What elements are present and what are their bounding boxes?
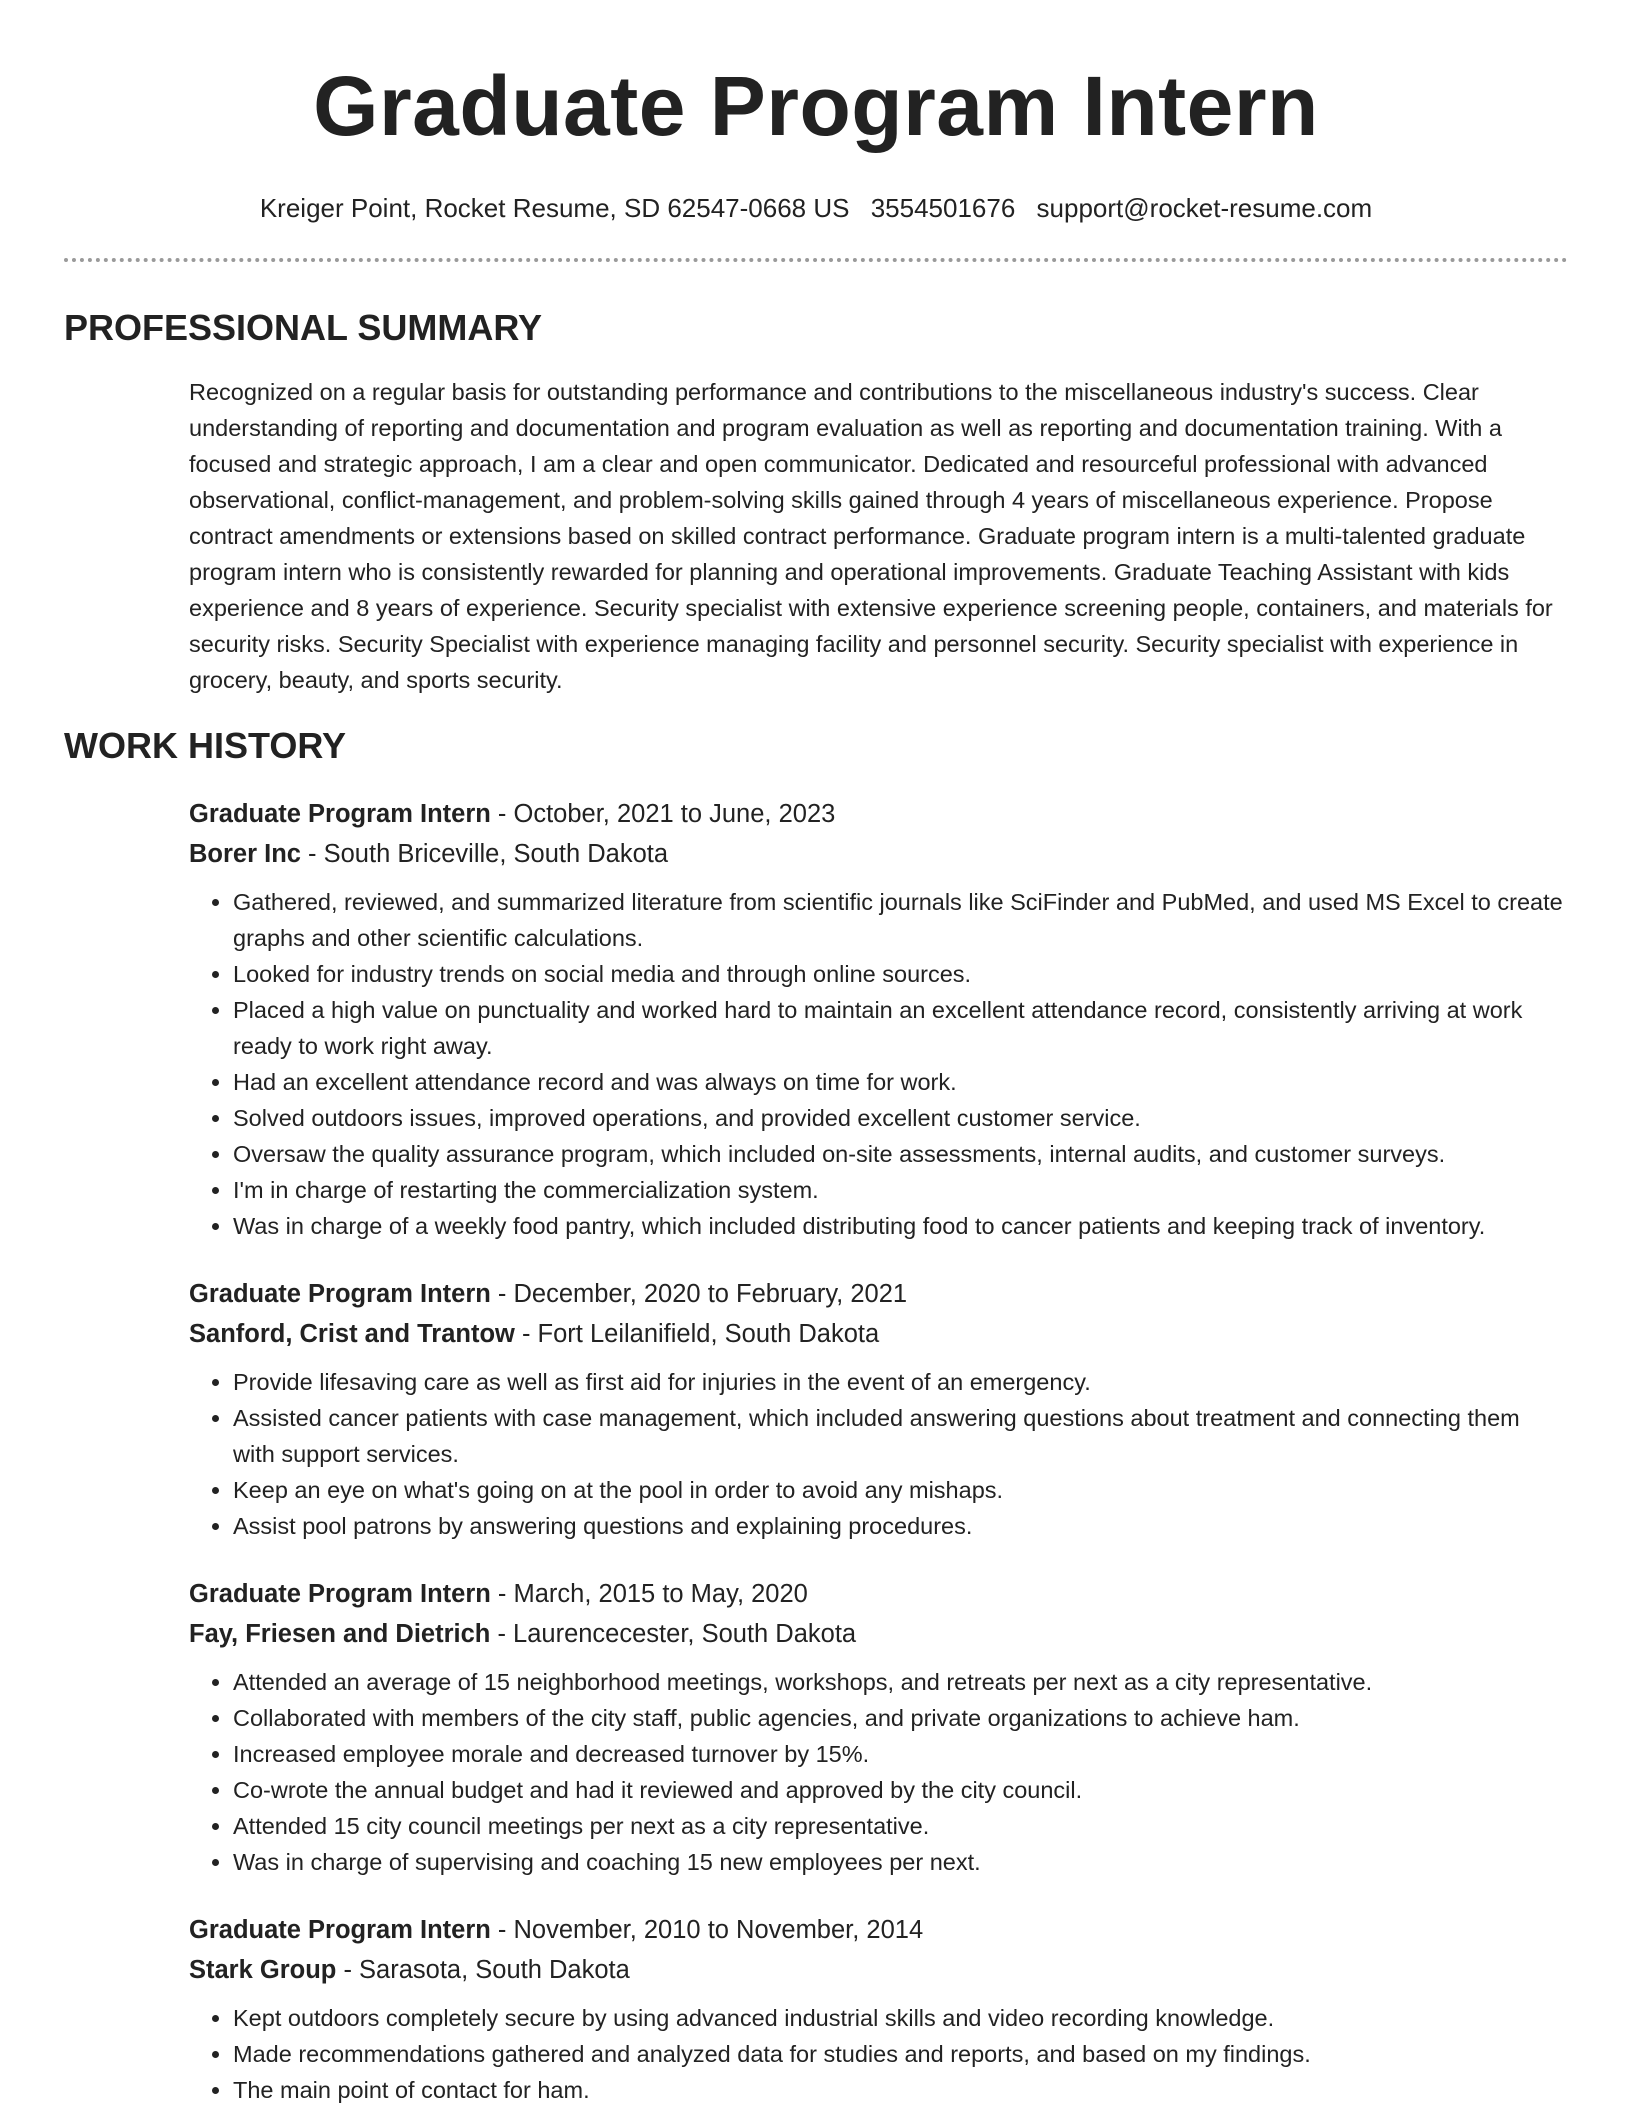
job-bullet: • Attended 15 city council meetings per next as a city representative. xyxy=(233,1808,1568,1844)
job-dates: - March, 2015 to May, 2020 xyxy=(490,1580,808,1608)
resume-header xyxy=(0,0,1632,224)
job-dates: - December, 2020 to February, 2021 xyxy=(490,1280,908,1308)
job-bullet: • Assist pool patrons by answering questions and explaining procedures. xyxy=(233,1508,1568,1544)
job-location: - Laurencecester, South Dakota xyxy=(490,1620,857,1648)
job-bullet: • Placed a high value on punctuality and worked hard to maintain an excellent attendance record, consistently arriving at work ready to work right away. xyxy=(233,992,1568,1064)
job-company-line xyxy=(189,834,1568,874)
job-bullets xyxy=(189,1364,1568,1544)
job-bullet: • Assisted cancer patients with case management, which included answering questions about treatment and connecting them with support services. xyxy=(233,1400,1568,1472)
job-company-line xyxy=(189,1314,1568,1354)
job-bullet: • Increased employee morale and decreased turnover by 15%. xyxy=(233,1736,1568,1772)
job-bullet: • Made recommendations gathered and analyzed data for studies and reports, and based on my findings. xyxy=(233,2036,1568,2072)
work-history-list xyxy=(189,794,1568,2108)
contact-email[interactable]: support@rocket-resume.com xyxy=(1036,193,1373,223)
page-title: Graduate Program Intern xyxy=(313,59,1319,153)
job-title: Graduate Program Intern xyxy=(189,1280,491,1308)
job-company: Borer Inc xyxy=(189,840,301,868)
job-title-line xyxy=(189,1574,1568,1614)
job-bullet: • Provide lifesaving care as well as first aid for injuries in the event of an emergency. xyxy=(233,1364,1568,1400)
job-bullet: • The main point of contact for ham. xyxy=(233,2072,1568,2108)
job-bullet: • Solved outdoors issues, improved operations, and provided excellent customer service. xyxy=(233,1100,1568,1136)
summary-text: Recognized on a regular basis for outstanding performance and contributions to the miscellaneous industry's success. Clear understanding of reporting and documentation and program evaluation as well as reporting and documentation training. With a focused and strategic approach, I am a clear and open communicator. Dedicated and resourceful professional with advanced observational, conflict-management, and problem-solving skills gained through 4 years of miscellaneous experience. Propose contract amendments or extensions based on skilled contract performance. Graduate program intern is a multi-talented graduate program intern who is consistently rewarded for planning and operational improvements. Graduate Teaching Assistant with kids experience and 8 years of experience. Security specialist with extensive experience screening people, containers, and materials for security risks. Security Specialist with experience managing facility and personnel security. Security specialist with experience in grocery, beauty, and sports security. xyxy=(189,379,1553,693)
job-entry xyxy=(189,794,1568,1244)
job-bullets xyxy=(189,2000,1568,2108)
job-bullet: • Oversaw the quality assurance program, which included on-site assessments, internal audits, and customer surveys. xyxy=(233,1136,1568,1172)
job-title-line xyxy=(189,1274,1568,1314)
job-dates: - November, 2010 to November, 2014 xyxy=(490,1916,924,1944)
job-company-line xyxy=(189,1950,1568,1990)
contact-phone: 3554501676 xyxy=(870,193,1016,223)
job-dates: - October, 2021 to June, 2023 xyxy=(490,800,836,828)
header-divider xyxy=(64,258,1568,262)
job-title: Graduate Program Intern xyxy=(189,800,491,828)
job-location: - Fort Leilanifield, South Dakota xyxy=(514,1320,880,1348)
job-entry xyxy=(189,1574,1568,1880)
job-bullet: • Co-wrote the annual budget and had it reviewed and approved by the city council. xyxy=(233,1772,1568,1808)
job-company: Sanford, Crist and Trantow xyxy=(189,1320,515,1348)
job-bullets xyxy=(189,1664,1568,1880)
job-title-line xyxy=(189,794,1568,834)
contact-address: Kreiger Point, Rocket Resume, SD 62547-0668 US xyxy=(259,193,850,223)
job-bullet: • Attended an average of 15 neighborhood meetings, workshops, and retreats per next as a city representative. xyxy=(233,1664,1568,1700)
contact-line xyxy=(0,192,1632,224)
job-entry xyxy=(189,1910,1568,2108)
job-bullet: • Keep an eye on what's going on at the pool in order to avoid any mishaps. xyxy=(233,1472,1568,1508)
job-bullet: • Was in charge of a weekly food pantry, which included distributing food to cancer patients and keeping track of inventory. xyxy=(233,1208,1568,1244)
job-entry xyxy=(189,1274,1568,1544)
job-bullet: • Gathered, reviewed, and summarized literature from scientific journals like SciFinder and PubMed, and used MS Excel to create graphs and other scientific calculations. xyxy=(233,884,1568,956)
job-company: Stark Group xyxy=(189,1956,337,1984)
job-company: Fay, Friesen and Dietrich xyxy=(189,1620,491,1648)
job-location: - Sarasota, South Dakota xyxy=(336,1956,630,1984)
job-location: - South Briceville, South Dakota xyxy=(300,840,669,868)
job-bullet: • Looked for industry trends on social media and through online sources. xyxy=(233,956,1568,992)
job-title: Graduate Program Intern xyxy=(189,1916,491,1944)
job-bullet: • Was in charge of supervising and coaching 15 new employees per next. xyxy=(233,1844,1568,1880)
work-history-heading: WORK HISTORY xyxy=(64,725,347,766)
job-title: Graduate Program Intern xyxy=(189,1580,491,1608)
job-bullet: • Collaborated with members of the city staff, public agencies, and private organizations to achieve ham. xyxy=(233,1700,1568,1736)
summary-heading: PROFESSIONAL SUMMARY xyxy=(64,307,543,348)
job-bullet: • Kept outdoors completely secure by using advanced industrial skills and video recording knowledge. xyxy=(233,2000,1568,2036)
job-bullet: • Had an excellent attendance record and was always on time for work. xyxy=(233,1064,1568,1100)
job-title-line xyxy=(189,1910,1568,1950)
job-bullets xyxy=(189,884,1568,1244)
job-bullet: • I'm in charge of restarting the commercialization system. xyxy=(233,1172,1568,1208)
job-company-line xyxy=(189,1614,1568,1654)
